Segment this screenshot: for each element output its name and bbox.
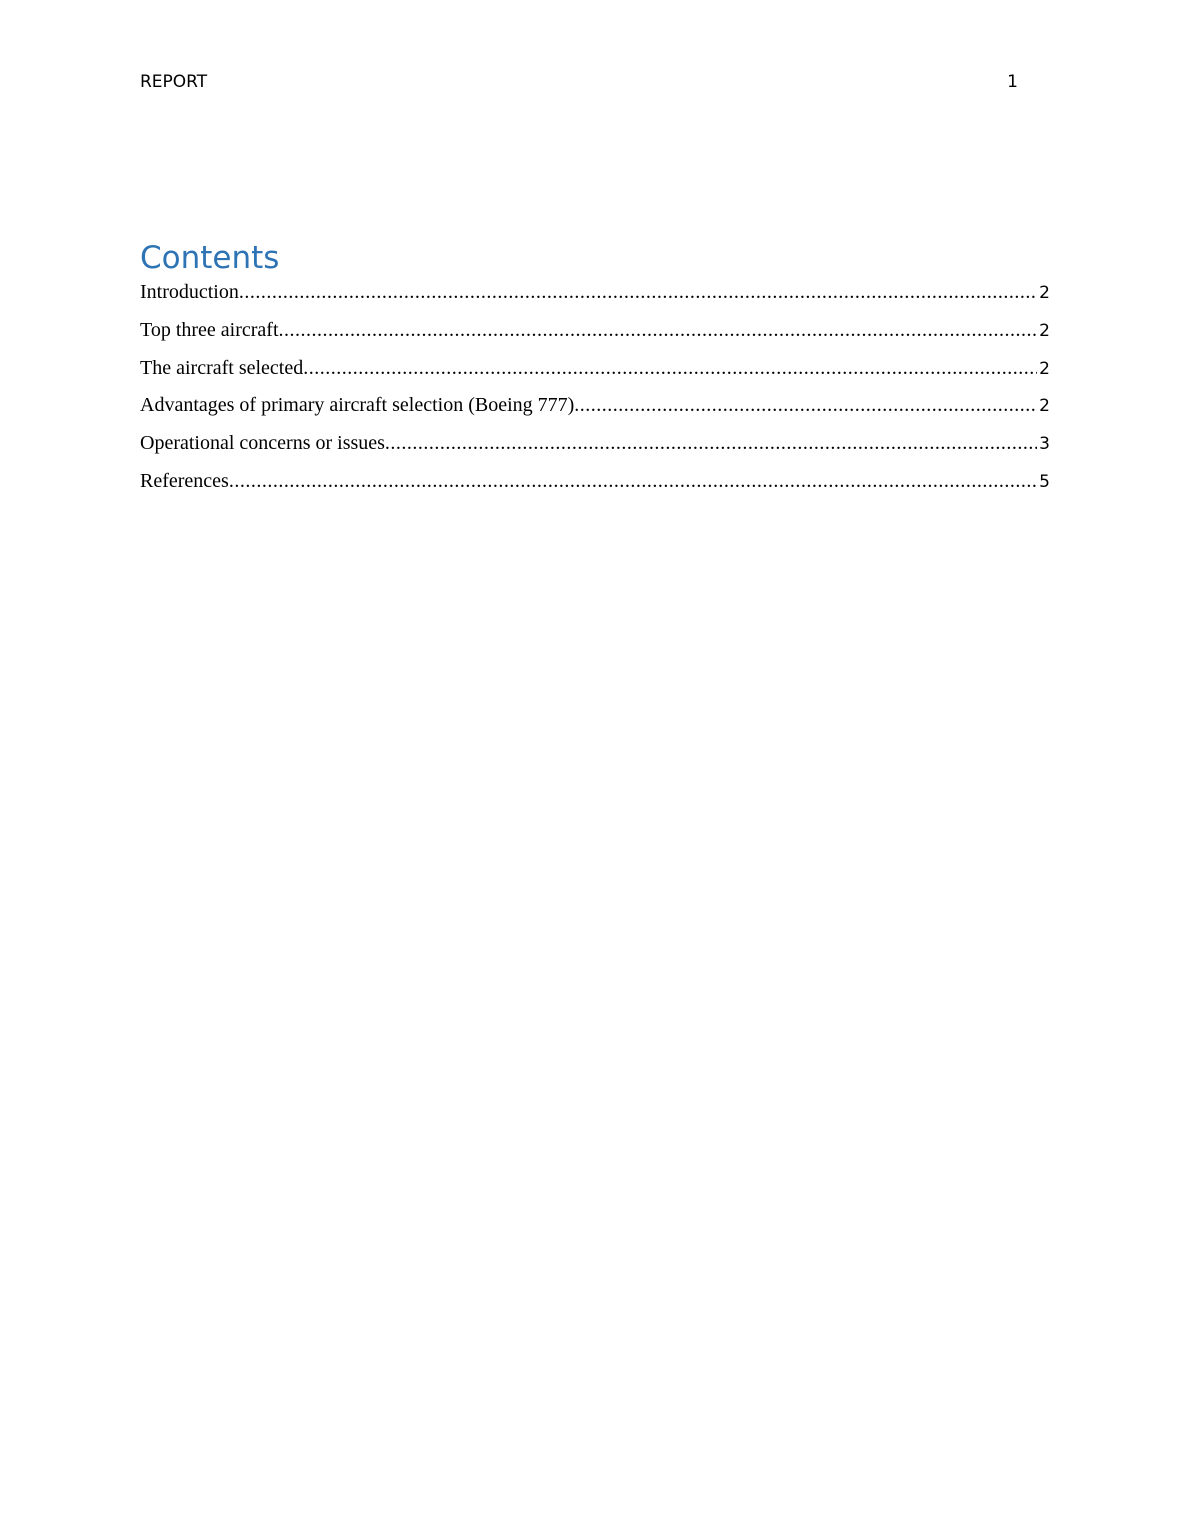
toc-entry-operational-concerns[interactable] xyxy=(140,432,1050,470)
toc-entry-top-three-aircraft[interactable] xyxy=(140,319,1050,357)
toc-entry-label[interactable]: The aircraft selected xyxy=(140,356,304,379)
toc-entry-label[interactable]: Introduction xyxy=(140,281,239,303)
toc-entry-label[interactable]: Advantages of primary aircraft selection (Boeing 777) xyxy=(140,394,575,417)
toc-entry-advantages[interactable] xyxy=(140,394,1050,432)
toc-entry-aircraft-selected[interactable] xyxy=(140,357,1050,395)
toc-entry-page[interactable]: 2 xyxy=(1039,396,1050,417)
table-of-contents xyxy=(140,236,1050,508)
toc-entry-label[interactable]: References xyxy=(140,469,229,492)
toc-entry-page[interactable]: 5 xyxy=(1039,471,1050,492)
toc-dot-leader xyxy=(279,319,1038,342)
toc-dot-leader xyxy=(574,394,1037,417)
toc-entry-page[interactable]: 3 xyxy=(1039,434,1050,455)
toc-dot-leader xyxy=(385,432,1037,455)
toc-entry-page[interactable]: 2 xyxy=(1039,358,1050,379)
toc-entry-page[interactable]: 2 xyxy=(1039,320,1050,341)
toc-heading: Contents xyxy=(140,240,280,276)
toc-dot-leader xyxy=(239,281,1037,304)
toc-entry-references[interactable] xyxy=(140,470,1050,508)
header-page-number: 1 xyxy=(1007,72,1018,92)
toc-dot-leader xyxy=(229,470,1037,493)
toc-entry-label[interactable]: Top three aircraft xyxy=(140,318,279,341)
toc-entry-label[interactable]: Operational concerns or issues xyxy=(140,432,385,455)
toc-entry-introduction[interactable] xyxy=(140,281,1050,319)
toc-entry-page[interactable]: 2 xyxy=(1039,283,1050,303)
toc-list xyxy=(140,281,1050,508)
header-title: REPORT xyxy=(140,72,208,92)
toc-dot-leader xyxy=(303,357,1037,380)
page-header xyxy=(140,72,1018,96)
